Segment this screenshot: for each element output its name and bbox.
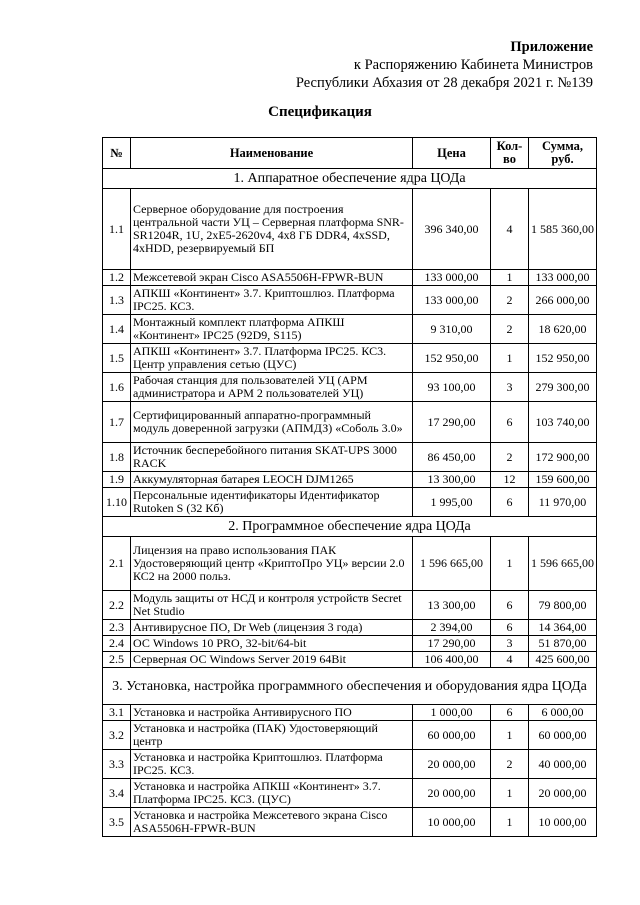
section-row [103, 169, 597, 189]
cell-qty: 2 [491, 750, 529, 779]
cell-sum: 159 600,00 [529, 472, 597, 488]
cell-price: 2 394,00 [413, 620, 491, 636]
cell-sum: 172 900,00 [529, 443, 597, 472]
cell-name: АПКШ «Континент» 3.7. Платформа IPC25. КС3. Центр управления сетью (ЦУС) [131, 344, 413, 373]
cell-num: 1.5 [103, 344, 131, 373]
table-row [103, 373, 597, 402]
cell-name: Межсетевой экран Cisco ASA5506H-FPWR-BUN [131, 270, 413, 286]
cell-price: 396 340,00 [413, 189, 491, 270]
cell-name: Установка и настройка Межсетевого экрана Cisco ASA5506H-FPWR-BUN [131, 808, 413, 837]
cell-name: Установка и настройка (ПАК) Удостоверяющий центр [131, 721, 413, 750]
cell-price: 1 995,00 [413, 488, 491, 517]
cell-qty: 3 [491, 373, 529, 402]
cell-num: 3.5 [103, 808, 131, 837]
cell-name: Установка и настройка АПКШ «Континент» 3.7. Платформа IPC25. КС3. (ЦУС) [131, 779, 413, 808]
table-row [103, 808, 597, 837]
cell-qty: 1 [491, 344, 529, 373]
cell-name: Монтажный комплект платформа АПКШ «Континент» IPC25 (92D9, S115) [131, 315, 413, 344]
cell-num: 1.6 [103, 373, 131, 402]
cell-name: Серверное оборудование для построения центральной части УЦ – Серверная платформа SNR-SR1204R, 1U, 2xE5-2620v4, 4x8 ГБ DDR4, 4xSSD, 4xHDD, резервируемый БП [131, 189, 413, 270]
table-row [103, 344, 597, 373]
cell-num: 1.3 [103, 286, 131, 315]
cell-price: 133 000,00 [413, 270, 491, 286]
table-row [103, 620, 597, 636]
appendix-header [296, 38, 593, 92]
table-row [103, 779, 597, 808]
cell-sum: 60 000,00 [529, 721, 597, 750]
cell-price: 106 400,00 [413, 652, 491, 668]
cell-name: АПКШ «Континент» 3.7. Криптошлюз. Платформа IPC25. КС3. [131, 286, 413, 315]
cell-price: 1 596 665,00 [413, 537, 491, 591]
cell-qty: 1 [491, 270, 529, 286]
cell-price: 17 290,00 [413, 402, 491, 443]
cell-sum: 1 596 665,00 [529, 537, 597, 591]
appendix-date-line: Республики Абхазия от 28 декабря 2021 г. №139 [295, 75, 593, 91]
cell-sum: 279 300,00 [529, 373, 597, 402]
column-header-name: Наименование [131, 138, 413, 169]
cell-sum: 51 870,00 [529, 636, 597, 652]
appendix-reference-line: к Распоряжению Кабинета Министров [353, 57, 593, 73]
table-row [103, 472, 597, 488]
appendix-title: Приложение [510, 39, 593, 55]
cell-num: 3.2 [103, 721, 131, 750]
cell-name: Лицензия на право использования ПАК Удостоверяющий центр «КриптоПро УЦ» версии 2.0 КС2 на 2000 польз. [131, 537, 413, 591]
cell-num: 3.4 [103, 779, 131, 808]
cell-name: Рабочая станция для пользователей УЦ (АРМ администратора и АРМ 2 пользователей УЦ) [131, 373, 413, 402]
cell-price: 1 000,00 [413, 705, 491, 721]
cell-qty: 6 [491, 705, 529, 721]
table-row [103, 402, 597, 443]
cell-sum: 266 000,00 [529, 286, 597, 315]
cell-num: 1.10 [103, 488, 131, 517]
table-row [103, 636, 597, 652]
cell-qty: 1 [491, 537, 529, 591]
cell-price: 10 000,00 [413, 808, 491, 837]
cell-num: 2.5 [103, 652, 131, 668]
cell-num: 2.4 [103, 636, 131, 652]
table-row [103, 537, 597, 591]
table-row [103, 286, 597, 315]
cell-name: Сертифицированный аппаратно-программный модуль доверенной загрузки (АПМДЗ) «Соболь 3.0» [131, 402, 413, 443]
cell-qty: 1 [491, 808, 529, 837]
table-row [103, 652, 597, 668]
cell-sum: 11 970,00 [529, 488, 597, 517]
cell-price: 93 100,00 [413, 373, 491, 402]
cell-num: 2.3 [103, 620, 131, 636]
cell-name: ОС Windows 10 PRO, 32-bit/64-bit [131, 636, 413, 652]
table-row [103, 270, 597, 286]
cell-num: 3.1 [103, 705, 131, 721]
cell-num: 1.2 [103, 270, 131, 286]
cell-num: 2.1 [103, 537, 131, 591]
cell-qty: 4 [491, 652, 529, 668]
cell-sum: 14 364,00 [529, 620, 597, 636]
section-title: 1. Аппаратное обеспечение ядра ЦОДа [103, 169, 597, 189]
cell-name: Серверная ОС Windows Server 2019 64Bit [131, 652, 413, 668]
cell-sum: 152 950,00 [529, 344, 597, 373]
table-row [103, 189, 597, 270]
cell-num: 1.1 [103, 189, 131, 270]
cell-sum: 18 620,00 [529, 315, 597, 344]
section-row [103, 668, 597, 705]
cell-name: Персональные идентификаторы Идентификатор Rutoken S (32 Кб) [131, 488, 413, 517]
table-row [103, 443, 597, 472]
cell-name: Модуль защиты от НСД и контроля устройств Secret Net Studio [131, 591, 413, 620]
cell-qty: 6 [491, 488, 529, 517]
table-body [103, 169, 597, 837]
section-title: 3. Установка, настройка программного обеспечения и оборудования ядра ЦОДа [103, 668, 597, 705]
cell-num: 3.3 [103, 750, 131, 779]
cell-sum: 1 585 360,00 [529, 189, 597, 270]
column-header-num: № [103, 138, 131, 169]
table-row [103, 488, 597, 517]
cell-sum: 10 000,00 [529, 808, 597, 837]
cell-sum: 40 000,00 [529, 750, 597, 779]
cell-name: Аккумуляторная батарея LEOCH DJM1265 [131, 472, 413, 488]
cell-qty: 6 [491, 620, 529, 636]
cell-price: 20 000,00 [413, 750, 491, 779]
cell-sum: 20 000,00 [529, 779, 597, 808]
cell-name: Антивирусное ПО, Dr Web (лицензия 3 года) [131, 620, 413, 636]
cell-price: 133 000,00 [413, 286, 491, 315]
column-header-price: Цена [413, 138, 491, 169]
cell-num: 1.8 [103, 443, 131, 472]
cell-qty: 1 [491, 779, 529, 808]
cell-sum: 133 000,00 [529, 270, 597, 286]
cell-price: 17 290,00 [413, 636, 491, 652]
specification-table [102, 137, 597, 837]
cell-price: 13 300,00 [413, 472, 491, 488]
cell-sum: 425 600,00 [529, 652, 597, 668]
cell-price: 20 000,00 [413, 779, 491, 808]
section-title: 2. Программное обеспечение ядра ЦОДа [103, 517, 597, 537]
cell-price: 152 950,00 [413, 344, 491, 373]
cell-name: Установка и настройка Криптошлюз. Платформа IPC25. КС3. [131, 750, 413, 779]
cell-sum: 103 740,00 [529, 402, 597, 443]
table-row [103, 591, 597, 620]
table-row [103, 705, 597, 721]
cell-num: 2.2 [103, 591, 131, 620]
cell-price: 9 310,00 [413, 315, 491, 344]
table-row [103, 315, 597, 344]
specification-title: Спецификация [268, 104, 372, 120]
cell-name: Источник бесперебойного питания SKAT-UPS 3000 RACK [131, 443, 413, 472]
cell-qty: 6 [491, 591, 529, 620]
cell-price: 60 000,00 [413, 721, 491, 750]
cell-name: Установка и настройка Антивирусного ПО [131, 705, 413, 721]
cell-price: 86 450,00 [413, 443, 491, 472]
cell-sum: 6 000,00 [529, 705, 597, 721]
cell-qty: 6 [491, 402, 529, 443]
cell-num: 1.4 [103, 315, 131, 344]
cell-num: 1.9 [103, 472, 131, 488]
section-row [103, 517, 597, 537]
column-header-qty: Кол-во [491, 138, 529, 169]
cell-price: 13 300,00 [413, 591, 491, 620]
cell-qty: 2 [491, 315, 529, 344]
cell-qty: 12 [491, 472, 529, 488]
cell-qty: 4 [491, 189, 529, 270]
cell-qty: 2 [491, 443, 529, 472]
cell-qty: 1 [491, 721, 529, 750]
table-row [103, 750, 597, 779]
table-header-row [103, 138, 597, 169]
cell-qty: 3 [491, 636, 529, 652]
table-row [103, 721, 597, 750]
cell-num: 1.7 [103, 402, 131, 443]
cell-sum: 79 800,00 [529, 591, 597, 620]
cell-qty: 2 [491, 286, 529, 315]
column-header-sum: Сумма, руб. [529, 138, 597, 169]
